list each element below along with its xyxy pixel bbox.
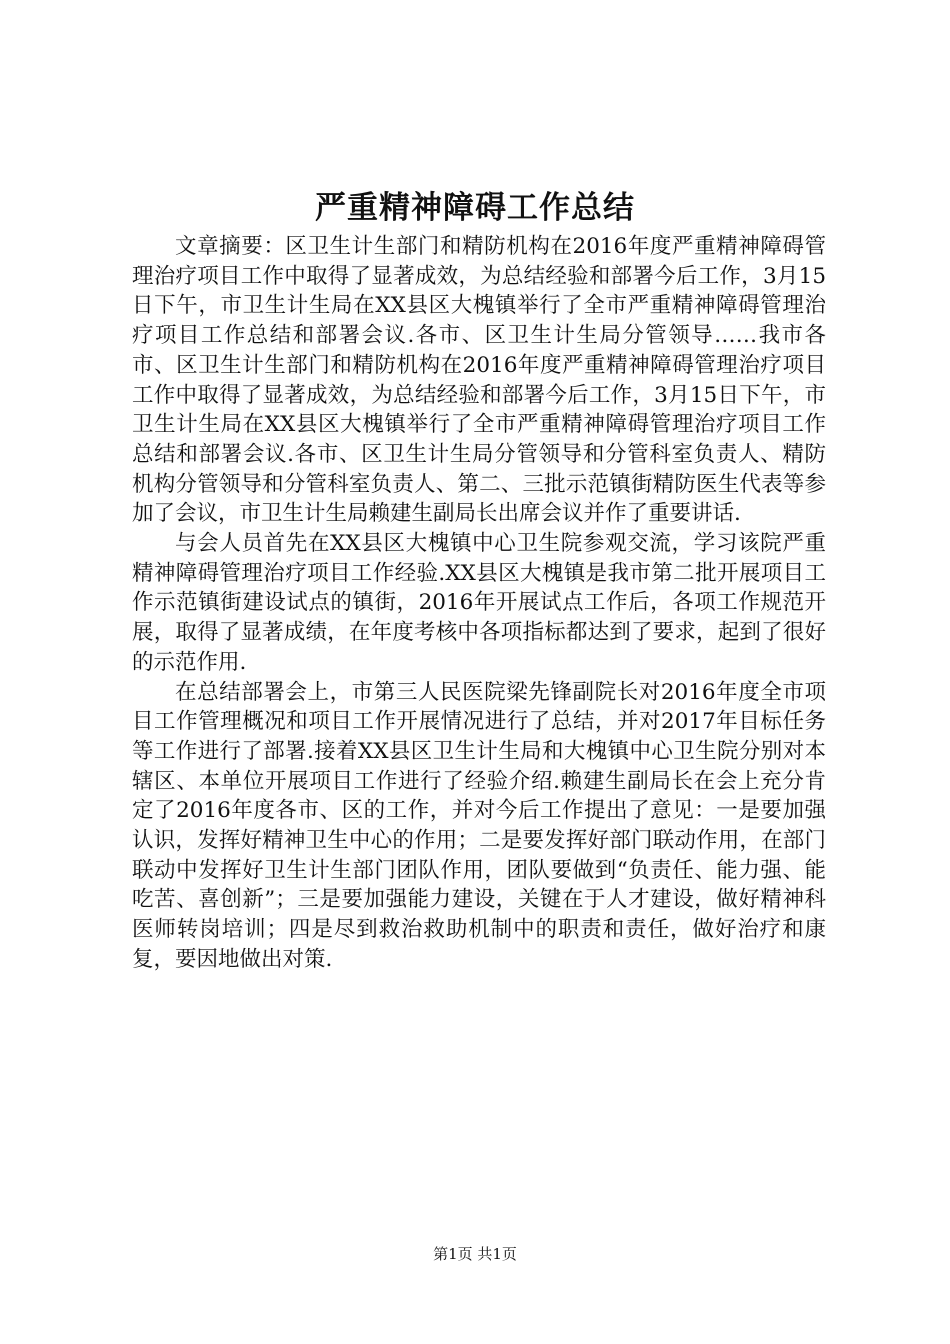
page-number-footer: 第1页 共1页 [433,1245,517,1263]
document-body [132,232,826,975]
paragraph-meeting: 在总结部署会上，市第三人民医院梁先锋副院长对2016年度全市项目工作管理概况和项目工作开展情况进行了总结，并对2017年目标任务等工作进行了部署.接着XX县区卫生计生局和大槐镇中心卫生院分别对本辖区、本单位开展项目工作进行了经验介绍.赖建生副局长在会上充分肯定了2016年度各市、区的工作，并对今后工作提出了意见：一是要加强认识，发挥好精神卫生中心的作用；二是要发挥好部门联动作用，在部门联动中发挥好卫生计生部门团队作用，团队要做到“负责任、能力强、能吃苦、喜创新”；三是要加强能力建设，关键在于人才建设，做好精神科医师转岗培训；四是尽到救治救助机制中的职责和责任，做好治疗和康复，要因地做出对策. [132,679,826,972]
paragraph-visit: 与会人员首先在XX县区大槐镇中心卫生院参观交流，学习该院严重精神障碍管理治疗项目工作经验.XX县区大槐镇是我市第二批开展项目工作示范镇街建设试点的镇街，2016年开展试点工作后，各项工作规范开展，取得了显著成绩，在年度考核中各项指标都达到了要求，起到了很好的示范作用. [132,531,826,675]
document-title: 严重精神障碍工作总结 [315,190,635,226]
paragraph-summary: 文章摘要：区卫生计生部门和精防机构在2016年度严重精神障碍管理治疗项目工作中取得了显著成效，为总结经验和部署今后工作，3月15日下午，市卫生计生局在XX县区大槐镇举行了全市严重精神障碍管理治疗项目工作总结和部署会议.各市、区卫生计生局分管领导……我市各市、区卫生计生部门和精防机构在2016年度严重精神障碍管理治疗项目工作中取得了显著成效，为总结经验和部署今后工作，3月15日下午，市卫生计生局在XX县区大槐镇举行了全市严重精神障碍管理治疗项目工作总结和部署会议.各市、区卫生计生局分管领导和分管科室负责人、精防机构分管领导和分管科室负责人、第二、三批示范镇街精防医生代表等参加了会议，市卫生计生局赖建生副局长出席会议并作了重要讲话. [132,234,826,527]
